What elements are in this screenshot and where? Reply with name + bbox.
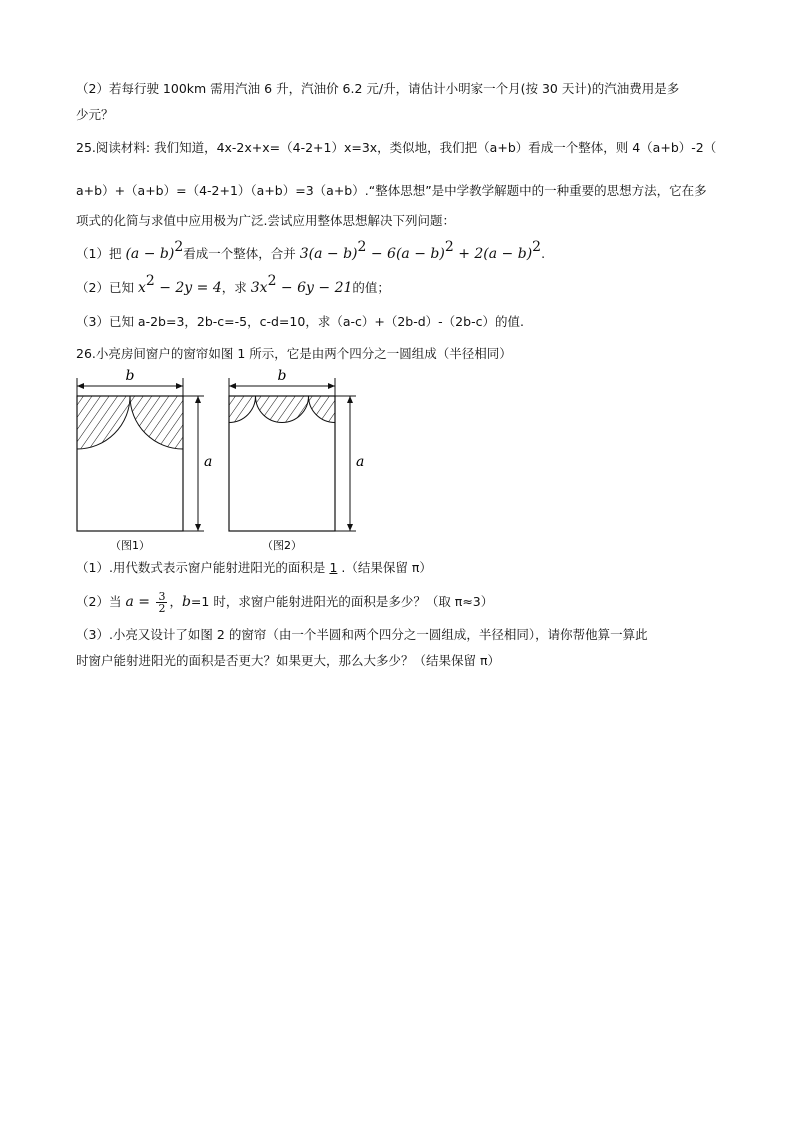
q26-part1-answer: 1 [329,560,338,575]
q26-part2-numerator: 3 [158,590,166,603]
q25-part2-eq1: − 2y = 4 [154,280,222,296]
q25-part2-exp2: 2 [267,273,277,289]
q25-part1-term3: + 2(a − b) [453,246,533,262]
q25-part1-exp3: 2 [444,239,454,255]
q25-part1 [76,239,546,263]
q26-part2-fraction [156,591,167,614]
q25-part2 [76,273,390,297]
q26-part2-a: a [125,594,134,610]
q25-part1-term1: 3(a − b) [299,246,358,262]
q25-part1-term2: − 6(a − b) [366,246,445,262]
figure-2 [222,366,372,556]
fig1-caption: （图1） [110,539,150,552]
q25-part3: （3）已知 a-2b=3，2b-c=-5，c-d=10，求（a-c）+（2b-d）-（2b-c）的值. [76,314,524,329]
q25-part2-mid: ，求 [221,280,251,295]
q26-part2-b: b [181,594,191,610]
fig2-left-quarter-circle [229,396,256,423]
q26-part1-suffix: .（结果保留 π） [341,560,432,575]
q25-part2-end: 的值； [352,280,390,295]
q25-intro-line1: 25.阅读材料: 我们知道，4x-2x+x=（4-2+1）x=3x，类似地，我们把（a+b）看成一个整体，则 4（a+b）-2（ [76,140,717,155]
q26-part3-line2: 时窗户能射进阳光的面积是否更大？如果更大，那么大多少？（结果保留 π） [76,653,501,668]
q26-part2-prefix: （2）当 [76,594,126,609]
q25-part2-prefix: （2）已知 [76,280,138,295]
fig1-left-quarter-circle [77,396,130,449]
q25-part1-mid: 看成一个整体，合并 [183,246,300,261]
fig1-b-label: b [125,368,135,384]
q26-part1-prefix: （1）.用代数式表示窗户能射进阳光的面积是 [76,560,326,575]
q25-intro-line2: a+b）+（a+b）=（4-2+1）（a+b）=3（a+b）.“整体思想”是中学教学解题中的一种重要的思想方法，它在多 [76,183,707,198]
q25-part1-expr1: (a − b) [125,246,175,262]
q25-part1-exp4: 2 [532,239,542,255]
fig2-a-label: a [356,454,365,470]
q24-part2-line2: 少元？ [76,107,114,122]
q26-part1 [76,559,432,577]
fig2-semicircle [256,396,309,423]
figure-1 [70,366,220,556]
q26-part2 [76,590,493,614]
q26-part2-denominator: 2 [158,602,166,615]
q25-part1-exp2: 2 [357,239,367,255]
q25-part1-exp1: 2 [174,239,184,255]
q25-intro-line3: 项式的化简与求值中应用极为广泛.尝试应用整体思想解决下列问题： [76,213,455,228]
q26-part2-comma: ， [169,594,182,609]
fig1-a-label: a [204,454,213,470]
fig1-right-quarter-circle [130,396,183,449]
q26-intro: 26.小亮房间窗户的窗帘如图 1 所示，它是由两个四分之一圆组成（半径相同） [76,346,512,361]
q25-part2-x: x [137,280,146,296]
q25-part2-expr2: − 6y − 21 [276,280,353,296]
q25-part1-prefix: （1）把 [76,246,126,261]
q25-part2-exp1: 2 [145,273,155,289]
fig2-right-quarter-circle [309,396,336,423]
q26-part2-rest: =1 时，求窗户能射进阳光的面积是多少？（取 π≈3） [190,594,494,609]
q25-part1-end: . [541,246,546,261]
fig2-caption: （图2） [262,539,302,552]
q26-part3-line1: （3）.小亮又设计了如图 2 的窗帘（由一个半圆和两个四分之一圆组成，半径相同），请你帮他算一算此 [76,627,648,642]
fig2-b-label: b [277,368,287,384]
q25-part2-3x: 3x [250,280,268,296]
q24-part2-line1: （2）若每行驶 100km 需用汽油 6 升，汽油价 6.2 元/升，请估计小明家一个月(按 30 天计)的汽油费用是多 [76,81,680,96]
q26-part2-eq: = [133,594,155,610]
